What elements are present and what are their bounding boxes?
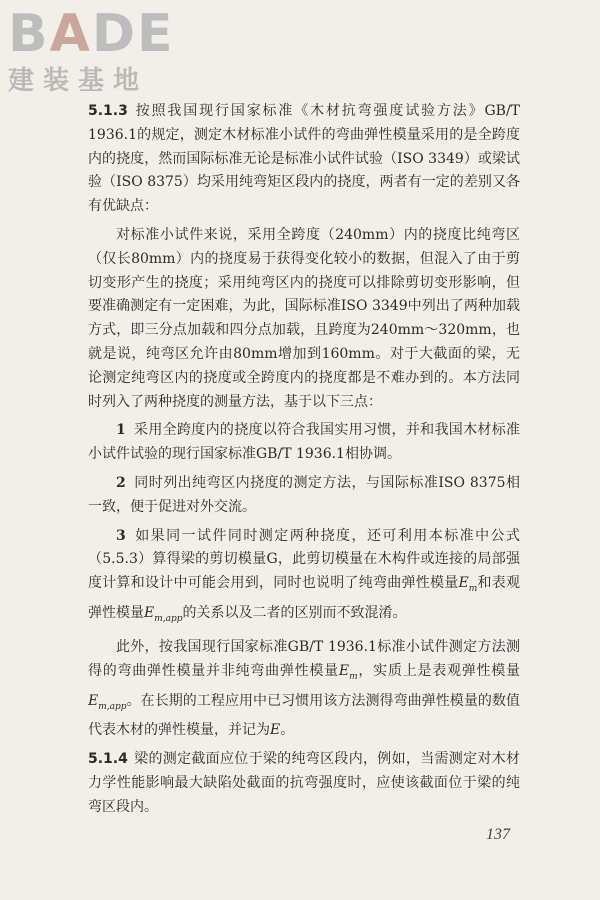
logo-letter-a: A [49,4,92,64]
list-item-1 [88,419,520,467]
list-item-3 [88,525,520,632]
symbol-em: $E_m$ [338,663,358,682]
item-text: 同时列出纯弯区内挠度的测定方法，与国际标准ISO 8375相一致，便于促进对外交流。 [88,474,520,515]
paragraph-besides: 此外，按我国现行国家标准GB/T 1936.1标准小试件测定方法测得的弯曲弹性模量并非纯弯曲弹性模量$E_m$，实质上是表观弹性模量$E_{m,app}$。在长期的工程应用中已习惯用该方法测得弯曲弹性模量的数值代表木材的弹性模量，并记为E。 [88,639,521,739]
clause-number: 5.1.3 [88,103,128,119]
symbol-e: E [270,722,281,739]
item-text: 采用全跨度内的挠度以符合我国实用习惯，并和我国木材标准小试件试验的现行国家标准GB/T 1936.1相协调。 [88,422,520,463]
logo-wordmark [8,6,183,62]
logo-letters-de: DE [91,4,175,64]
logo-letter-b: B [8,4,50,64]
item-number: 2 [116,474,126,491]
item-text-pre: 如果同一试件同时测定两种挠度，还可利用本标准中公式（5.5.3）算得梁的剪切模量G，此剪切模量在木构件或连接的局部强度计算和设计中可能会用到，同时也说明了纯弯曲弹性模量 [88,527,520,592]
page-number: 137 [486,826,510,843]
list-item-2 [88,472,520,520]
item-number: 3 [116,527,126,544]
item-number: 1 [116,422,126,439]
clause-number: 5.1.4 [88,751,128,768]
clause-text: 按照我国现行国家标准《木材抗弯强度试验方法》GB/T 1936.1的规定，测定木材标准小试件的弯曲弹性模量采用的是全跨度内的挠度，然而国际标准无论是标准小试件试验（ISO 3349）或梁试验（ISO 8375）均采用纯弯矩区段内的挠度，两者有一定的差别又各有优缺点： [88,103,520,215]
bade-logo [8,6,183,106]
symbol-em: $E_m$ [458,575,478,594]
paragraph-standard-specimen: 对标准小试件来说，采用全跨度（240mm）内的挠度比纯弯区（仅长80mm）内的挠度易于获得变化较小的数据，但混入了由于剪切变形产生的挠度；采用纯弯区内的挠度可以排除剪切变形影响，但要准确测定有一定困难，为此，国际标准ISO 3349中列出了两种加载方式，即三分点加载和四分点加载，且跨度为240mm～320mm，也就是说，纯弯区允许由80mm增加到160mm。对于大截面的梁，无论测定纯弯区内的挠度或全跨度内的挠度都是不难办到的。本方法同时列入了两种挠度的测量方法，基于以下三点： [88,226,520,410]
item-text-post: 的关系以及二者的区别而不致混淆。 [182,604,407,621]
clause-5-1-3 [88,100,520,219]
clause-5-1-4 [88,748,520,819]
symbol-em-app: $E_{m,app}$ [88,692,127,712]
body-text [88,100,520,825]
item-text-mid: 和表观弹性模量 [88,575,521,621]
symbol-em-app: $E_{m,app}$ [144,604,183,624]
logo-chinese-name: 建装基地 [8,66,149,96]
clause-text: 梁的测定截面应位于梁的纯弯区段内，例如，当需测定对木材力学性能影响最大缺陷处截面的抗弯强度时，应使该截面位于梁的纯弯区段内。 [88,751,520,815]
